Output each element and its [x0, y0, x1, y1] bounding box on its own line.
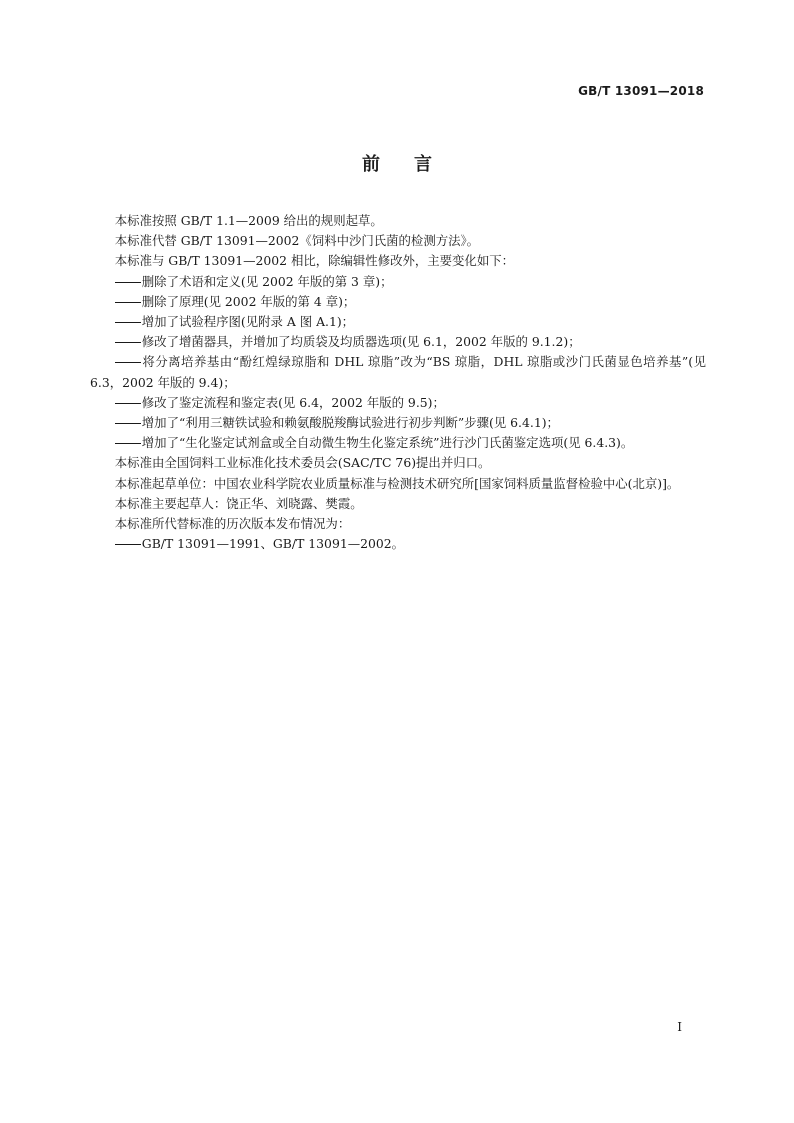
- dash-bullet: [115, 423, 141, 424]
- dash-bullet: [115, 302, 141, 303]
- dash-bullet: [115, 282, 141, 283]
- paragraph-replaces: 本标准代替 GB/T 13091—2002《饲料中沙门氏菌的检测方法》。: [114, 233, 480, 249]
- history-item: [90, 534, 706, 554]
- change-text: 删除了原理(见 2002 年版的第 4 章)；: [141, 293, 356, 309]
- list-item: [90, 312, 706, 332]
- paragraph-drafting-unit: 本标准起草单位：中国农业科学院农业质量标准与检测技术研究所[国家饲料质量监督检验中心(北京)]。: [114, 475, 680, 491]
- change-text: 删除了术语和定义(见 2002 年版的第 3 章)；: [141, 273, 393, 289]
- paragraph-history-intro: 本标准所代替标准的历次版本发布情况为：: [114, 516, 351, 532]
- dash-bullet: [115, 322, 141, 323]
- change-text: 将分离培养基由“酚红煌绿琼脂和 DHL 琼脂”改为“BS 琼脂，DHL 琼脂或沙门氏菌显色培养基”(见 6.3，2002 年版的 9.4)；: [90, 354, 706, 390]
- history-text: GB/T 13091—1991、GB/T 13091—2002。: [141, 536, 405, 552]
- paragraph-proposer: 本标准由全国饲料工业标准化技术委员会(SAC/TC 76)提出并归口。: [114, 455, 491, 471]
- dash-bullet: [115, 403, 141, 404]
- dash-bullet: [115, 362, 141, 363]
- change-text: 增加了“生化鉴定试剂盒或全自动微生物生化鉴定系统”进行沙门氏菌鉴定选项(见 6.4.3)。: [141, 435, 634, 451]
- paragraph-drafters: 本标准主要起草人：饶正华、刘晓露、樊霞。: [114, 495, 363, 511]
- dash-bullet: [115, 342, 141, 343]
- list-item: [90, 433, 706, 453]
- list-item: [90, 332, 706, 352]
- change-text: 增加了“利用三糖铁试验和赖氨酸脱羧酶试验进行初步判断”步骤(见 6.4.1)；: [141, 415, 559, 431]
- standard-code-header: GB/T 13091—2018: [578, 84, 704, 98]
- paragraph-drafting-rules: 本标准按照 GB/T 1.1—2009 给出的规则起草。: [114, 213, 383, 228]
- list-item: [90, 292, 706, 312]
- change-text: 修改了增菌器具，并增加了均质袋及均质器选项(见 6.1，2002 年版的 9.1.2)；: [141, 334, 581, 350]
- list-item: [90, 393, 706, 413]
- page-number: I: [677, 1020, 682, 1034]
- paragraph-changes-intro: 本标准与 GB/T 13091—2002 相比，除编辑性修改外，主要变化如下：: [114, 253, 514, 269]
- dash-bullet: [115, 443, 141, 444]
- page-title: 前言: [362, 154, 466, 175]
- list-item: [90, 413, 706, 433]
- list-item: [90, 272, 706, 292]
- foreword-body: [90, 211, 706, 554]
- change-text: 增加了试验程序图(见附录 A 图 A.1)；: [141, 314, 355, 330]
- list-item: [90, 352, 706, 392]
- dash-bullet: [115, 544, 141, 545]
- change-text: 修改了鉴定流程和鉴定表(见 6.4，2002 年版的 9.5)；: [141, 394, 445, 410]
